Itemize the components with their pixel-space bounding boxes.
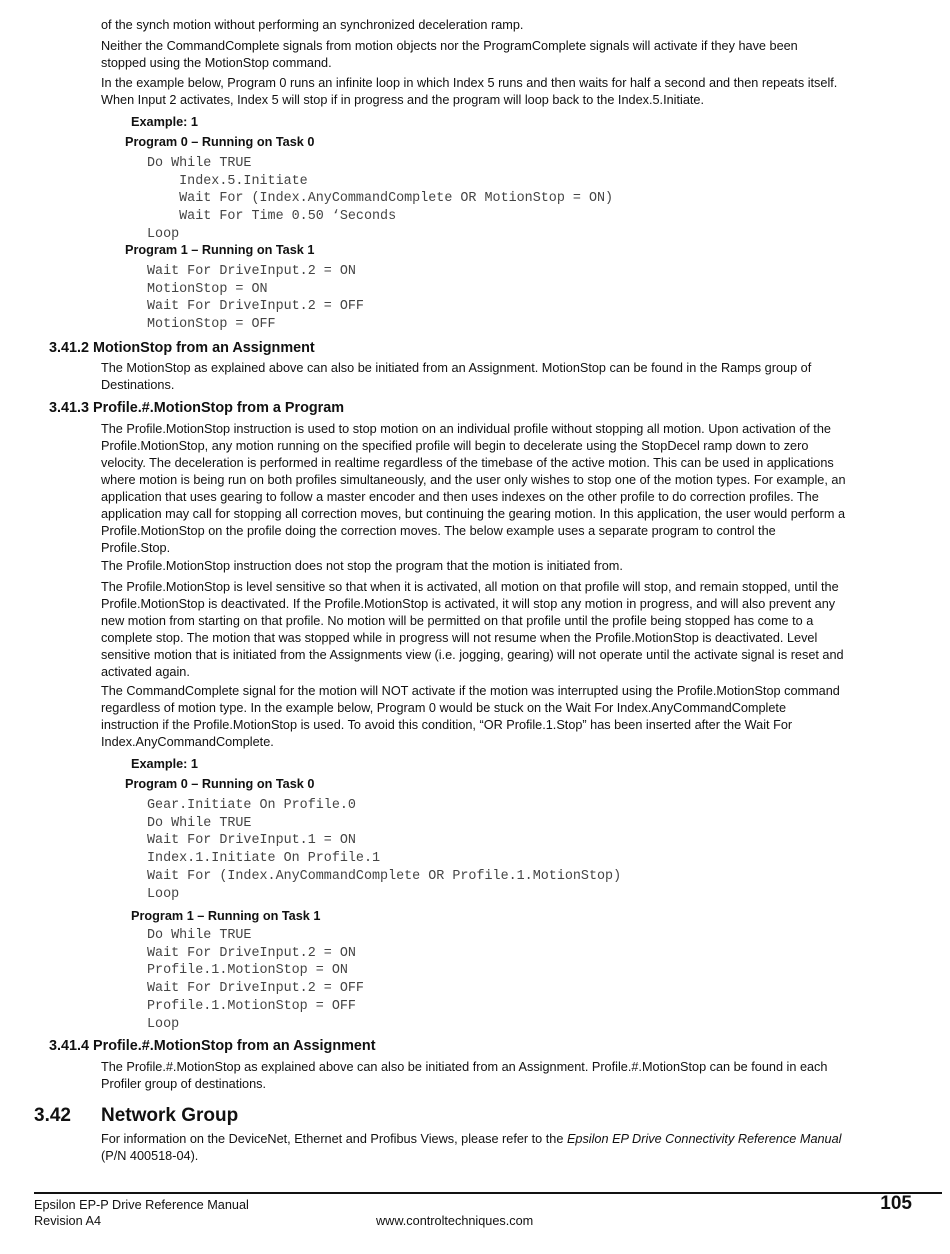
paragraph: The CommandComplete signal for the motion will NOT activate if the motion was interrupted using the Profile.MotionStop command regardless of motion type. In the example below, Program 0 would be stuck on the Wait For Index.AnyCommandComplete instruction if the Profile.MotionStop is used. To avoid this condition, “OR Profile.1.Stop” has been inserted after the Wait For Index.AnyCommandComplete. — [101, 684, 840, 749]
paragraph: The Profile.MotionStop instruction does not stop the program that the motion is initiated from. — [101, 559, 623, 573]
section-heading-3-41-4: 3.41.4 Profile.#.MotionStop from an Assignment — [49, 1038, 376, 1054]
paragraph-network-reference — [101, 1131, 846, 1165]
code-block: Gear.Initiate On Profile.0 Do While TRUE Wait For DriveInput.1 = ON Index.1.Initiate On Profile.1 Wait For (Index.AnyCommandComplete OR Profile.1.MotionStop) Loop — [147, 798, 622, 902]
footer-revision: Revision A4 — [34, 1214, 101, 1228]
code-block: Wait For DriveInput.2 = ON MotionStop = ON Wait For DriveInput.2 = OFF MotionStop = OFF — [147, 264, 364, 333]
paragraph: The Profile.MotionStop instruction is used to stop motion on an individual profile without stopping all motion. Upon activation of the Profile.MotionStop, any motion running on the specified profile will begin to decelerate using the StopDecel ramp down to zero velocity. The deceleration is performed in realtime regardless of the timebase of the active motion. This can be used in applications where motion is being run on both profiles simultaneously, and the user only wishes to stop one of the motion types. For example, an application that uses gearing to follow a master encoder and then uses indexes on the other profile to do correction profiles. The application may call for stopping all correction moves, but continuing the gearing motion. In this application, the user would perform a Profile.MotionStop on the profile doing the correction moves. The below example uses a separate program to control the Profile.Stop. — [101, 422, 846, 555]
reference-text: For information on the DeviceNet, Ethernet and Profibus Views, please refer to the — [101, 1132, 567, 1146]
section-heading-3-41-2: 3.41.2 MotionStop from an Assignment — [49, 340, 315, 356]
paragraph: The Profile.#.MotionStop as explained above can also be initiated from an Assignment. Profile.#.MotionStop can be found in each Profiler group of destinations. — [101, 1060, 828, 1091]
footer-divider — [34, 1192, 942, 1194]
code-block: Do While TRUE Wait For DriveInput.2 = ON Profile.1.MotionStop = ON Wait For DriveInput.2 = OFF Profile.1.MotionStop = OFF Loop — [147, 928, 364, 1032]
paragraph-commandcomplete-note: Neither the CommandComplete signals from motion objects nor the ProgramComplete signals will activate if they have been stopped using the MotionStop command. — [101, 39, 798, 70]
reference-manual-title: Epsilon EP Drive Connectivity Reference Manual — [566, 1132, 842, 1146]
paragraph-example-description: In the example below, Program 0 runs an infinite loop in which Index 5 runs and then waits for half a second and then repeats itself. When Input 2 activates, Index 5 will stop if in progress and the program will loop back to the Index.5.Initiate. — [101, 76, 838, 107]
code-block: Do While TRUE Index.5.Initiate Wait For (Index.AnyCommandComplete OR MotionStop = ON) Wait For Time 0.50 ‘Seconds Loop — [147, 156, 614, 242]
page-number: 105 — [880, 1193, 912, 1214]
program-title: Program 0 – Running on Task 0 — [125, 135, 315, 149]
section-title-network-group: Network Group — [101, 1105, 239, 1126]
footer-manual-title: Epsilon EP-P Drive Reference Manual — [34, 1198, 249, 1212]
program-title: Program 0 – Running on Task 0 — [125, 777, 315, 791]
example-label: Example: 1 — [131, 115, 198, 129]
paragraph: The Profile.MotionStop is level sensitive so that when it is activated, all motion on that profile will stop, and remain stopped, until the Profile.MotionStop is deactivated. If the Profile.MotionStop is activated, it will stop any motion in progress, and will also prevent any new motion from starting on that profile. No motion will be permitted on that profile until the profile being stopped has come to a complete stop. The motion that was stopped while in progress will not resume when the Profile.MotionStop is deactivated. Level sensitive motion that is initiated from the Assignments view (i.e. jogging, gearing) will not operate until the activate signal is reset and activated again. — [101, 580, 844, 679]
example-label: Example: 1 — [131, 757, 198, 771]
program-title: Program 1 – Running on Task 1 — [125, 243, 315, 257]
program-title: Program 1 – Running on Task 1 — [131, 909, 321, 923]
section-heading-3-41-3: 3.41.3 Profile.#.MotionStop from a Program — [49, 400, 345, 416]
footer-website: www.controltechniques.com — [376, 1214, 534, 1228]
reference-part-number: (P/N 400518-04). — [101, 1149, 199, 1163]
paragraph: The MotionStop as explained above can also be initiated from an Assignment. MotionStop can be found in the Ramps group of Destinations. — [101, 361, 812, 392]
section-number-3-42: 3.42 — [34, 1105, 71, 1126]
paragraph-intro-continued: of the synch motion without performing an synchronized deceleration ramp. — [101, 18, 524, 32]
